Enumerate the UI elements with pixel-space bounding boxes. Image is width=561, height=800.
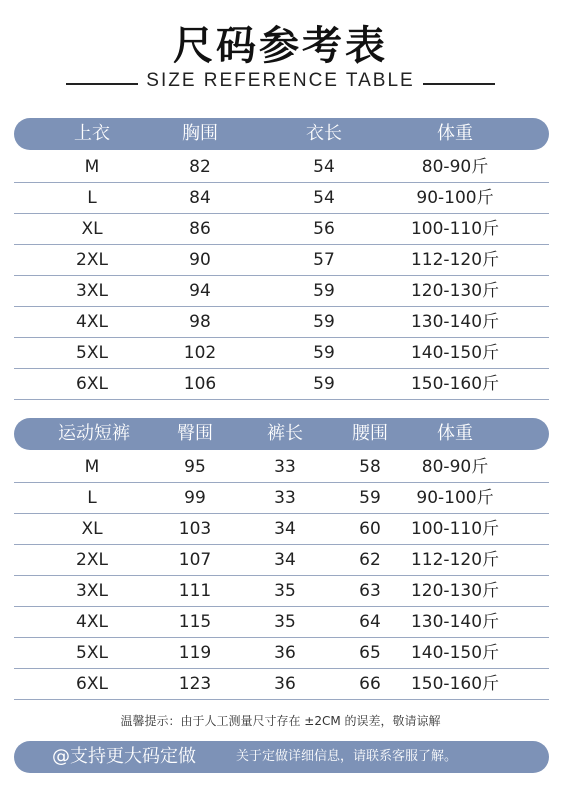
table-cell: XL (81, 219, 103, 239)
tops-size-table (14, 118, 549, 400)
table-cell: 112-120斤 (410, 250, 500, 270)
table-cell: M (84, 157, 100, 177)
measurement-note: 温馨提示：由于人工测量尺寸存在 ±2CM 的误差，敬请谅解 (120, 714, 441, 728)
shorts-table-body (14, 452, 549, 700)
page-subtitle: SIZE REFERENCE TABLE (146, 70, 415, 91)
table-row (14, 669, 549, 700)
table-cell: 5XL (76, 643, 108, 663)
table-cell: 99 (184, 488, 206, 508)
table-row (14, 638, 549, 669)
banner-main-text: @支持更大码定做 (52, 746, 196, 767)
tops-header-cell: 体重 (437, 123, 473, 144)
table-cell: 102 (183, 343, 217, 363)
table-cell: 90-100斤 (416, 488, 494, 508)
table-cell: 6XL (76, 674, 108, 694)
table-cell: 100-110斤 (410, 219, 500, 239)
table-cell: 84 (189, 188, 211, 208)
table-cell: 62 (359, 550, 381, 570)
table-cell: 63 (359, 581, 381, 601)
table-cell: 59 (313, 281, 335, 301)
table-cell: 35 (274, 612, 296, 632)
table-row (14, 576, 549, 607)
shorts-header-cell: 运动短裤 (58, 423, 130, 444)
table-row (14, 183, 549, 214)
banner-side-text: 关于定做详细信息，请联系客服了解。 (236, 749, 458, 764)
table-row (14, 245, 549, 276)
table-cell: 36 (274, 643, 296, 663)
table-cell: 33 (274, 457, 296, 477)
table-cell: 86 (189, 219, 211, 239)
page-title: 尺码参考表 (173, 23, 388, 69)
table-cell: 130-140斤 (410, 312, 500, 332)
table-cell: 112-120斤 (410, 550, 500, 570)
table-cell: 106 (183, 374, 217, 394)
tops-header-cell: 上衣 (74, 123, 110, 144)
table-cell: 34 (274, 550, 296, 570)
table-cell: 4XL (76, 612, 108, 632)
custom-size-banner (14, 741, 549, 773)
table-cell: 54 (313, 157, 335, 177)
subtitle-row (0, 70, 561, 98)
tops-header-cell: 衣长 (306, 123, 342, 144)
table-cell: 3XL (76, 581, 108, 601)
shorts-header-cell: 腰围 (352, 423, 388, 444)
shorts-header-cell: 裤长 (267, 423, 303, 444)
table-cell: 35 (274, 581, 296, 601)
table-cell: 120-130斤 (410, 281, 500, 301)
shorts-header-cell: 体重 (437, 423, 473, 444)
table-cell: 2XL (76, 550, 108, 570)
table-cell: 4XL (76, 312, 108, 332)
table-cell: 94 (189, 281, 211, 301)
table-cell: 107 (178, 550, 212, 570)
table-cell: 66 (359, 674, 381, 694)
table-row (14, 369, 549, 400)
shorts-header-cell: 臀围 (177, 423, 213, 444)
table-row (14, 545, 549, 576)
table-row (14, 152, 549, 183)
table-cell: 59 (313, 312, 335, 332)
table-cell: 34 (274, 519, 296, 539)
table-cell: 115 (178, 612, 212, 632)
table-cell: 119 (178, 643, 212, 663)
shorts-table-header (14, 418, 549, 450)
table-cell: 6XL (76, 374, 108, 394)
table-cell: 64 (359, 612, 381, 632)
table-cell: 150-160斤 (410, 374, 500, 394)
table-cell: 123 (178, 674, 212, 694)
table-cell: 59 (359, 488, 381, 508)
table-cell: 33 (274, 488, 296, 508)
tops-table-header (14, 118, 549, 150)
table-row (14, 483, 549, 514)
tops-header-cell: 胸围 (182, 123, 218, 144)
table-cell: 65 (359, 643, 381, 663)
table-cell: 60 (359, 519, 381, 539)
table-cell: L (87, 488, 97, 508)
table-cell: 82 (189, 157, 211, 177)
table-cell: 90-100斤 (416, 188, 494, 208)
table-row (14, 307, 549, 338)
table-cell: 59 (313, 374, 335, 394)
subtitle-right-line (423, 83, 495, 85)
table-cell: 98 (189, 312, 211, 332)
table-cell: 54 (313, 188, 335, 208)
table-cell: 58 (359, 457, 381, 477)
table-row (14, 338, 549, 369)
table-cell: 5XL (76, 343, 108, 363)
table-cell: 2XL (76, 250, 108, 270)
table-cell: 90 (189, 250, 211, 270)
tops-table-body (14, 152, 549, 400)
table-cell: 80-90斤 (421, 157, 489, 177)
table-cell: 140-150斤 (410, 343, 500, 363)
table-cell: 130-140斤 (410, 612, 500, 632)
table-cell: 36 (274, 674, 296, 694)
table-cell: 103 (178, 519, 212, 539)
table-cell: 140-150斤 (410, 643, 500, 663)
table-cell: 111 (178, 581, 212, 601)
table-cell: 150-160斤 (410, 674, 500, 694)
table-row (14, 514, 549, 545)
table-cell: 80-90斤 (421, 457, 489, 477)
table-row (14, 214, 549, 245)
shorts-size-table (14, 418, 549, 700)
table-cell: 120-130斤 (410, 581, 500, 601)
table-row (14, 452, 549, 483)
table-cell: XL (81, 519, 103, 539)
table-cell: 3XL (76, 281, 108, 301)
table-cell: L (87, 188, 97, 208)
table-cell: M (84, 457, 100, 477)
table-cell: 56 (313, 219, 335, 239)
table-row (14, 276, 549, 307)
table-cell: 95 (184, 457, 206, 477)
table-cell: 57 (313, 250, 335, 270)
table-cell: 59 (313, 343, 335, 363)
table-row (14, 607, 549, 638)
table-cell: 100-110斤 (410, 519, 500, 539)
